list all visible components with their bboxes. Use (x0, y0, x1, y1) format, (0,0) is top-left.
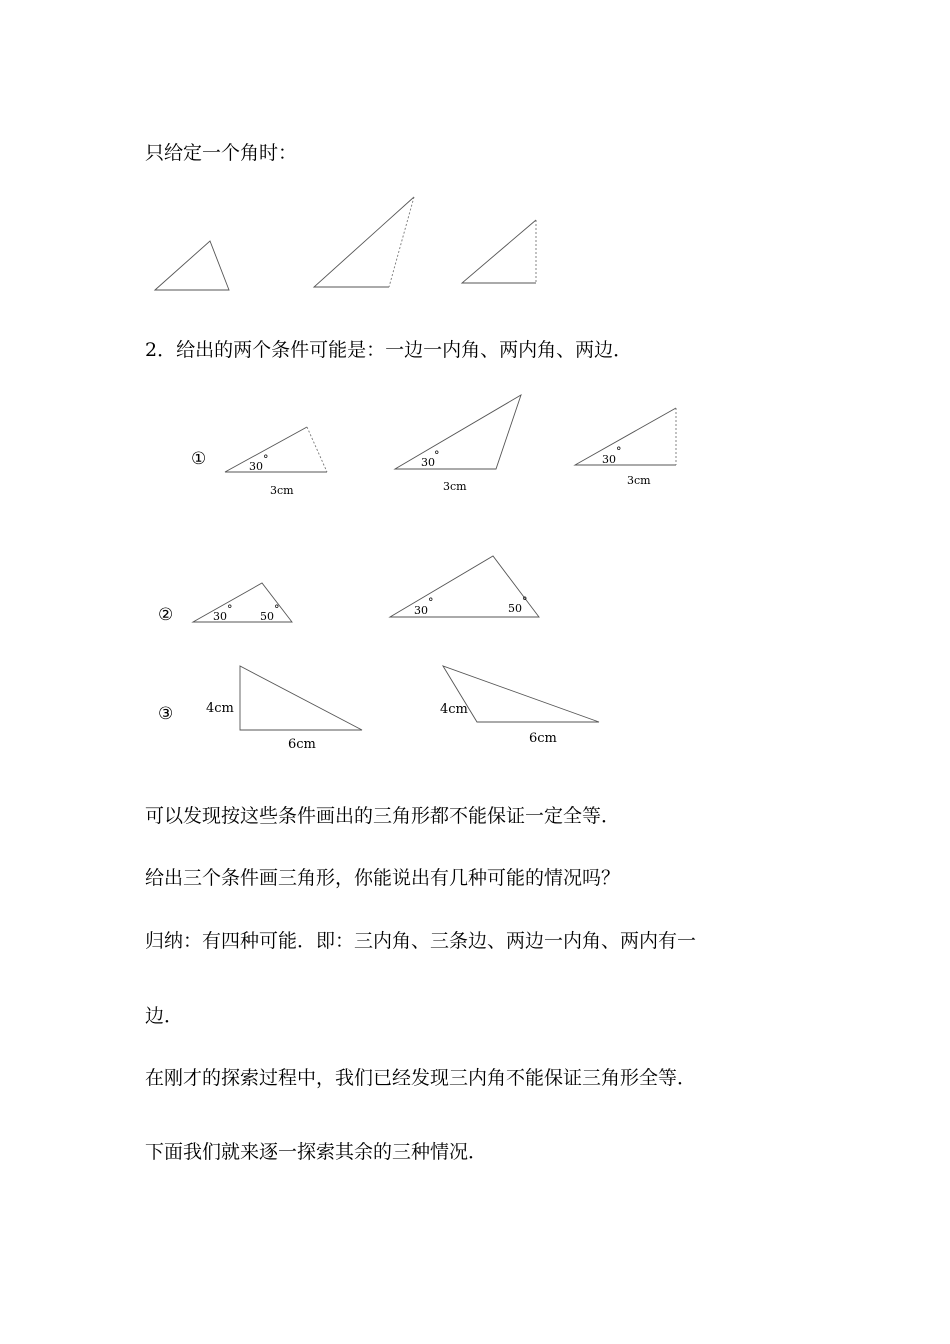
angle-30-label: 30 (414, 604, 428, 617)
two-side-triangle-1 (240, 666, 362, 730)
degree-mark: ° (522, 595, 528, 608)
degree-mark: ° (428, 596, 434, 609)
one-angle-triangle-3 (462, 220, 536, 283)
text-one-angle: 只给定一个角时： (145, 142, 298, 164)
text-two-conditions: 2．给出的两个条件可能是：一边一内角、两内角、两边． (145, 339, 633, 361)
text-next-steps: 下面我们就来逐一探索其余的三种情况． (145, 1141, 488, 1163)
two-side-figures (158, 666, 599, 752)
angle-30-label: 30 (421, 456, 435, 469)
text-summary: 归纳：有四种可能．即：三内角、三条边、两边一内角、两内有一 (145, 930, 697, 952)
side-4cm-label: 4cm (440, 702, 468, 717)
side-angle-triangle-1 (225, 427, 327, 472)
case-3-marker: ③ (158, 704, 174, 724)
side-3cm-label: 3cm (627, 474, 651, 487)
one-angle-figures (155, 197, 536, 290)
angle-30-label: 30 (602, 453, 616, 466)
degree-mark: ° (274, 603, 280, 616)
side-angle-triangle-2 (395, 395, 521, 469)
text-summary-end: 边． (145, 1005, 184, 1027)
angle-50-label: 50 (508, 602, 522, 615)
one-angle-triangle-1 (155, 241, 229, 290)
side-6cm-label: 6cm (288, 737, 316, 752)
one-angle-triangle-2 (314, 197, 414, 287)
degree-mark: ° (434, 449, 440, 462)
text-not-congruent: 可以发现按这些条件画出的三角形都不能保证一定全等． (145, 805, 621, 827)
side-angle-triangle-1-dashed-side (307, 427, 327, 472)
one-angle-triangle-2-dashed-side (389, 197, 414, 287)
angle-30-label: 30 (213, 610, 227, 623)
text-three-conditions-question: 给出三个条件画三角形，你能说出有几种可能的情况吗？ (145, 867, 621, 889)
two-angle-figures (158, 556, 539, 625)
side-4cm-label: 4cm (206, 701, 234, 716)
degree-mark: ° (227, 603, 233, 616)
angle-50-label: 50 (260, 610, 274, 623)
angle-30-label: 30 (249, 460, 263, 473)
degree-mark: ° (616, 445, 622, 458)
side-3cm-label: 3cm (443, 480, 467, 493)
side-6cm-label: 6cm (529, 731, 557, 746)
case-1-marker: ① (191, 449, 207, 469)
case-2-marker: ② (158, 605, 174, 625)
side-angle-figures (191, 395, 676, 497)
side-angle-triangle-3 (575, 408, 676, 465)
degree-mark: ° (263, 453, 269, 466)
side-3cm-label: 3cm (270, 484, 294, 497)
text-exploration: 在刚才的探索过程中，我们已经发现三内角不能保证三角形全等． (145, 1067, 697, 1089)
